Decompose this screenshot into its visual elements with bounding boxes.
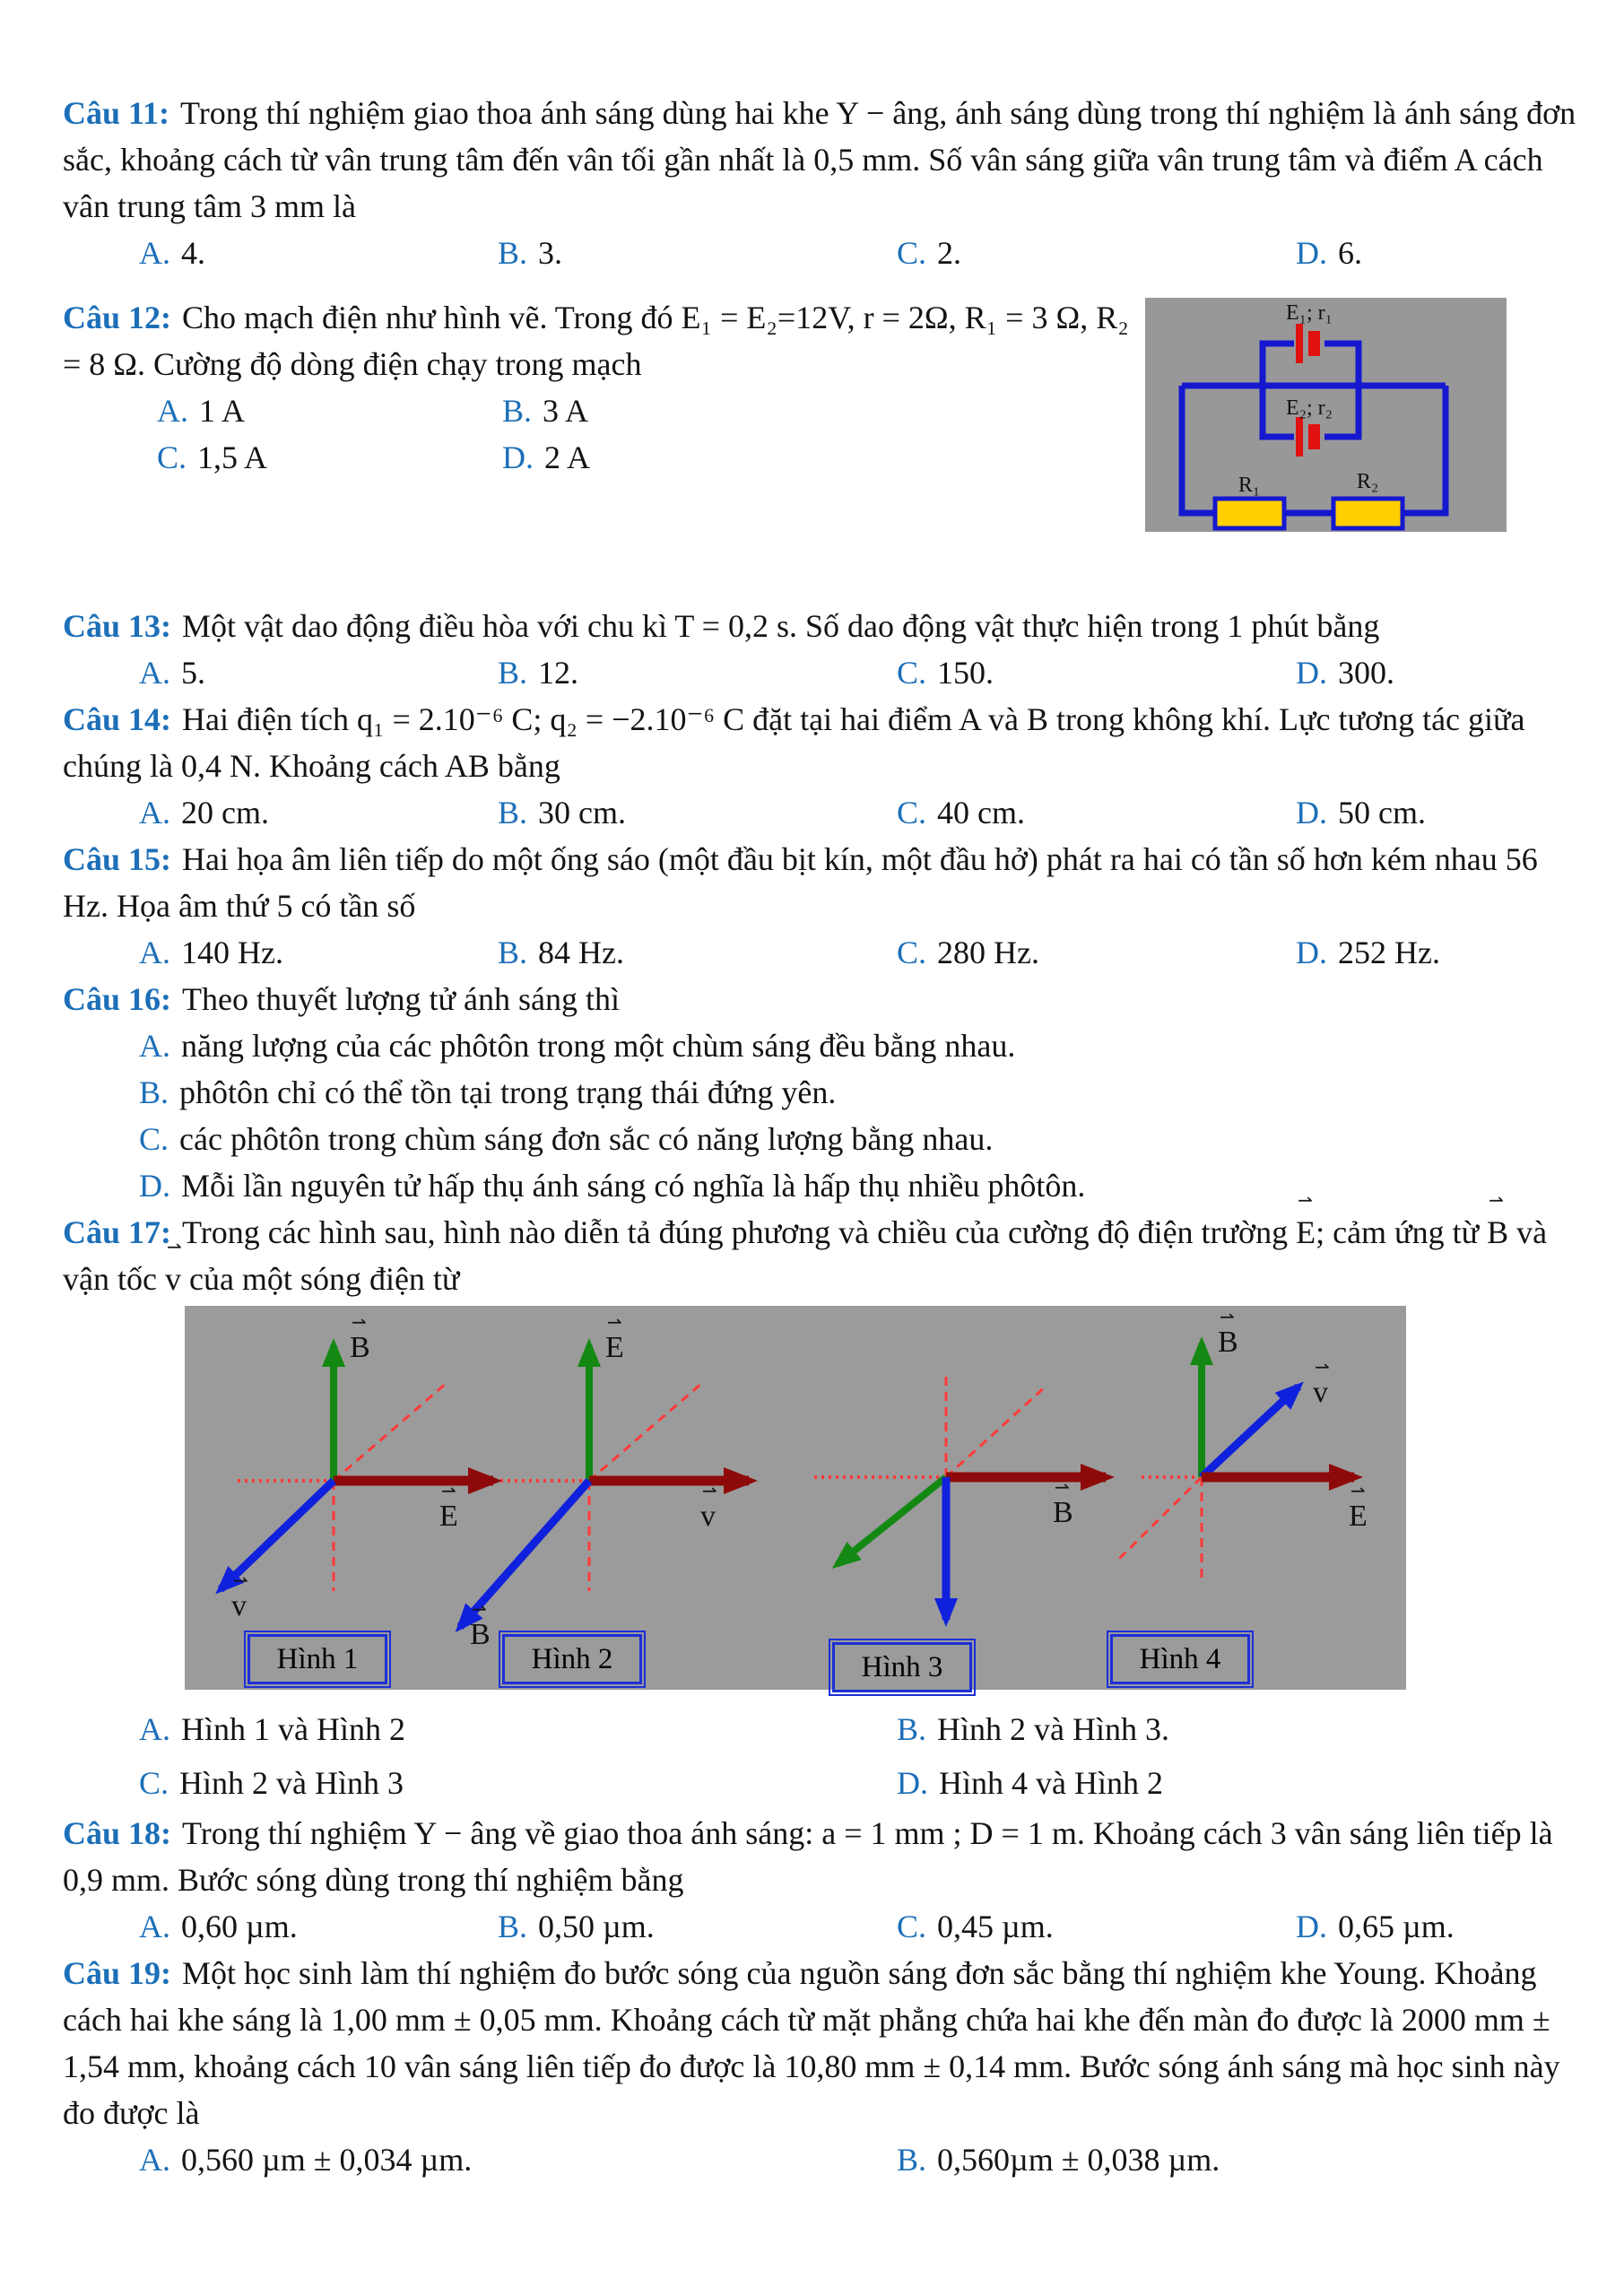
option-c — [897, 230, 961, 276]
battery-1-short-bar — [1308, 331, 1320, 356]
question-18-body: Trong thí nghiệm Y − âng về giao thoa ánh sáng: a = 1 mm ; D = 1 m. Khoảng cách 3 vân sáng liên tiếp là 0,9 mm. Bước sóng dùng trong thí nghiệm bằng — [63, 1815, 1553, 1898]
option-b — [63, 1069, 1584, 1116]
option-a — [139, 929, 283, 976]
vector-arrow-icon: ⇀ — [1350, 1480, 1366, 1501]
question-14-label: Câu 14: — [63, 701, 172, 737]
option-b — [897, 2136, 1220, 2183]
option-d-letter: D. — [502, 439, 534, 475]
option-c — [897, 649, 994, 696]
option-d — [1296, 789, 1426, 836]
option-a — [63, 1022, 1584, 1069]
hinh4-diag-vector-label: ⇀ v — [1313, 1356, 1330, 1409]
option-b-value: 0,50 µm. — [538, 1909, 655, 1944]
option-a-value: 20 cm. — [181, 795, 269, 831]
question-15 — [63, 836, 1584, 976]
option-d — [1296, 230, 1362, 276]
option-a-value: 0,560 µm ± 0,034 µm. — [181, 2142, 473, 2178]
vector-arrow-icon: ⇀ — [472, 1598, 487, 1620]
option-a-value: 0,60 µm. — [181, 1909, 298, 1944]
option-b-letter: B. — [498, 655, 528, 691]
option-d — [1296, 929, 1440, 976]
hinh1-right-vector-label: ⇀ E — [439, 1480, 458, 1533]
option-c — [897, 789, 1025, 836]
option-c-letter: C. — [139, 1121, 169, 1157]
option-d-letter: D. — [1296, 1909, 1327, 1944]
option-d — [502, 434, 590, 481]
option-d-value: 6. — [1338, 235, 1362, 271]
question-19-options — [63, 2136, 1584, 2183]
option-b — [498, 1903, 655, 1950]
e2-label: E₂; r₂ — [1285, 396, 1333, 420]
option-b-letter: B. — [139, 1074, 169, 1110]
hinh2-right-vector-label: ⇀ v — [700, 1480, 717, 1533]
option-b — [498, 230, 562, 276]
circuit-svg — [1145, 298, 1507, 532]
question-19-body: Một học sinh làm thí nghiệm đo bước sóng của nguồn sáng đơn sắc bằng thí nghiệm khe Young. Khoảng cách hai khe sáng là 1,00 mm ± 0,05 mm. Khoảng cách từ mặt phẳng chứa hai khe đến màn đo được là 2000 mm ± 1,54 mm, khoảng cách 10 vân sáng liên tiếp đo được là 10,80 mm ± 0,14 mm. Bước sóng ánh sáng mà học sinh này đo được là — [63, 1955, 1560, 2131]
battery-2-short-bar — [1308, 424, 1320, 449]
hinh3-right-vector-label: ⇀ B — [1053, 1476, 1073, 1529]
option-a — [139, 1903, 298, 1950]
option-a — [139, 2136, 472, 2183]
option-a-value: năng lượng của các phôtôn trong một chùm sáng đều bằng nhau. — [181, 1028, 1016, 1064]
option-a — [139, 1702, 405, 1756]
question-17-label: Câu 17: — [63, 1214, 172, 1250]
question-16 — [63, 976, 1584, 1209]
option-c-letter: C. — [897, 1909, 927, 1944]
vector-v-letter: v — [164, 1261, 181, 1297]
option-c — [897, 929, 1039, 976]
battery-1-long-bar — [1296, 324, 1303, 363]
hinh-4-caption: Hình 4 — [1110, 1634, 1250, 1684]
option-a-letter: A. — [157, 393, 188, 429]
option-c — [157, 434, 267, 481]
question-17-options-row-1 — [63, 1702, 1584, 1756]
question-18 — [63, 1810, 1584, 1950]
option-c-value: 1,5 A — [197, 439, 268, 475]
option-c-letter: C. — [157, 439, 187, 475]
option-c-letter: C. — [897, 235, 927, 271]
hinh-4-arrows — [1202, 1344, 1354, 1477]
option-a-letter: A. — [139, 655, 170, 691]
question-11-body: Trong thí nghiệm giao thoa ánh sáng dùng hai khe Y − âng, ánh sáng dùng trong thí nghiệm là ánh sáng đơn sắc, khoảng cách từ vân trung tâm đến vân tối gần nhất là 0,5 mm. Số vân sáng giữa vân trung tâm và điểm A cách vân trung tâm 3 mm là — [63, 95, 1576, 224]
question-17-text — [63, 1189, 1584, 1302]
hinh2-up-vector-label: ⇀ E — [605, 1311, 624, 1364]
vector-E — [1296, 1189, 1316, 1256]
battery-2-long-bar — [1296, 417, 1303, 457]
option-b-value: 3 A — [543, 393, 589, 429]
option-b-letter: B. — [498, 935, 528, 970]
option-c-value: Hình 2 và Hình 3 — [179, 1765, 404, 1801]
vector-B — [1487, 1189, 1509, 1256]
question-18-text — [63, 1810, 1584, 1903]
option-c-letter: C. — [897, 935, 927, 970]
question-19-label: Câu 19: — [63, 1955, 172, 1991]
option-b-value: Hình 2 và Hình 3. — [937, 1711, 1169, 1747]
option-b-value: 3. — [538, 235, 563, 271]
option-b — [897, 1702, 1169, 1756]
question-17-options-row-2 — [63, 1756, 1584, 1810]
option-a — [139, 789, 269, 836]
option-b-value: 12. — [538, 655, 579, 691]
option-c-value: 150. — [937, 655, 994, 691]
option-a-value: 140 Hz. — [181, 935, 283, 970]
vector-E-letter: E — [1296, 1214, 1316, 1250]
option-d — [63, 1162, 1584, 1209]
option-a-letter: A. — [139, 235, 170, 271]
vector-arrow-icon: ⇀ — [1298, 1189, 1313, 1211]
option-d-value: 50 cm. — [1338, 795, 1426, 831]
option-d-value: Hình 4 và Hình 2 — [939, 1765, 1163, 1801]
hinh-1-arrows — [221, 1345, 493, 1589]
question-14-options — [63, 789, 1584, 836]
option-b-letter: B. — [897, 2142, 927, 2178]
hinh4-right-vector-label: ⇀ E — [1349, 1480, 1368, 1533]
question-16-text — [63, 976, 1584, 1022]
question-19 — [63, 1950, 1584, 2183]
option-c-value: 2. — [937, 235, 962, 271]
option-c-value: 280 Hz. — [937, 935, 1039, 970]
hinh1-up-vector-label: ⇀ B — [350, 1311, 370, 1364]
option-c-value: các phôtôn trong chùm sáng đơn sắc có năng lượng bằng nhau. — [179, 1121, 994, 1157]
option-b-letter: B. — [502, 393, 533, 429]
question-12 — [63, 294, 1584, 497]
vector-arrow-icon: ⇀ — [607, 1311, 622, 1333]
vector-v — [164, 1236, 182, 1302]
option-d-value: 300. — [1338, 655, 1394, 691]
vector-B-letter: B — [1487, 1214, 1509, 1250]
vector-arrow-icon: ⇀ — [352, 1311, 367, 1333]
e1-label: E₁; r₁ — [1285, 301, 1333, 325]
option-d-letter: D. — [1296, 935, 1327, 970]
question-11 — [63, 90, 1584, 276]
vector-arrow-icon: ⇀ — [233, 1570, 248, 1591]
question-17-options — [63, 1702, 1584, 1810]
option-b-value: 0,560µm ± 0,038 µm. — [937, 2142, 1220, 2178]
question-18-options — [63, 1903, 1584, 1950]
option-a — [139, 649, 205, 696]
option-b-letter: B. — [897, 1711, 927, 1747]
option-d-letter: D. — [139, 1168, 170, 1204]
option-a-letter: A. — [139, 1028, 170, 1064]
vector-arrow-icon: ⇀ — [702, 1480, 717, 1501]
question-19-text — [63, 1950, 1584, 2136]
vector-arrow-icon: ⇀ — [441, 1480, 456, 1501]
question-13 — [63, 603, 1584, 696]
hinh4-up-vector-label: ⇀ B — [1218, 1306, 1238, 1359]
resistor-r1 — [1215, 499, 1284, 528]
option-d-value: 0,65 µm. — [1338, 1909, 1455, 1944]
question-15-label: Câu 15: — [63, 841, 172, 877]
option-c — [63, 1116, 1584, 1162]
option-c-letter: C. — [897, 795, 927, 831]
option-d-value: 2 A — [544, 439, 591, 475]
option-a-value: Hình 1 và Hình 2 — [181, 1711, 405, 1747]
question-13-label: Câu 13: — [63, 608, 172, 644]
option-b — [498, 789, 626, 836]
option-d-letter: D. — [1296, 655, 1327, 691]
question-14-text — [63, 696, 1584, 789]
vector-arrow-icon: ⇀ — [166, 1236, 182, 1257]
option-c-letter: C. — [897, 655, 927, 691]
hinh2-diag-vector-label: ⇀ B — [470, 1598, 491, 1651]
question-16-body: Theo thuyết lượng tử ánh sáng thì — [182, 981, 621, 1017]
option-a — [139, 230, 205, 276]
option-b-value: 30 cm. — [538, 795, 626, 831]
option-b — [498, 929, 624, 976]
question-13-body: Một vật dao động điều hòa với chu kì T = 0,2 s. Số dao động vật thực hiện trong 1 phút bằng — [182, 608, 1380, 644]
option-b-letter: B. — [498, 235, 528, 271]
option-a-value: 5. — [181, 655, 205, 691]
option-b — [498, 649, 578, 696]
question-15-text — [63, 836, 1584, 929]
option-a-letter: A. — [139, 2142, 170, 2178]
option-a-letter: A. — [139, 1909, 170, 1944]
hinh-2-caption: Hình 2 — [502, 1634, 642, 1684]
option-b-letter: B. — [498, 1909, 528, 1944]
question-17-body-4: của một sóng điện từ — [180, 1261, 460, 1297]
option-b-value: phôtôn chỉ có thể tồn tại trong trạng thái đứng yên. — [179, 1074, 837, 1110]
hinh-1-caption: Hình 1 — [248, 1634, 387, 1684]
option-a-value: 4. — [181, 235, 205, 271]
option-c-value: 40 cm. — [937, 795, 1025, 831]
vector-arrow-icon: ⇀ — [1220, 1306, 1235, 1327]
option-a-letter: A. — [139, 935, 170, 970]
question-18-label: Câu 18: — [63, 1815, 172, 1851]
option-b-letter: B. — [498, 795, 528, 831]
hinh1-diag-vector-label: ⇀ v — [231, 1570, 248, 1622]
option-d-letter: D. — [1296, 795, 1327, 831]
em-wave-figure — [185, 1306, 1406, 1690]
option-a-letter: A. — [139, 1711, 170, 1747]
question-12-body: Cho mạch điện như hình vẽ. Trong đó E₁ = E₂=12V, r = 2Ω, R₁ = 3 Ω, R₂ = 8 Ω. Cường độ dòng điện chạy trong mạch — [63, 300, 1129, 382]
option-d — [897, 1756, 1163, 1810]
circuit-diagram — [1145, 298, 1507, 532]
r2-label: R₂ — [1356, 470, 1379, 493]
option-a-value: 1 A — [199, 393, 246, 429]
vector-arrow-icon: ⇀ — [1315, 1356, 1330, 1378]
option-b-value: 84 Hz. — [538, 935, 624, 970]
question-14 — [63, 696, 1584, 836]
question-11-label: Câu 11: — [63, 95, 170, 131]
option-c — [139, 1756, 404, 1810]
hinh-3-caption: Hình 3 — [832, 1642, 972, 1692]
question-11-text — [63, 90, 1584, 230]
option-d-value: 252 Hz. — [1338, 935, 1440, 970]
option-a-letter: A. — [139, 795, 170, 831]
vector-arrow-icon: ⇀ — [1489, 1189, 1504, 1211]
option-c — [897, 1903, 1054, 1950]
option-a — [157, 387, 245, 434]
option-c-letter: C. — [139, 1765, 169, 1801]
option-b — [502, 387, 588, 434]
option-d-letter: D. — [1296, 235, 1327, 271]
question-13-options — [63, 649, 1584, 696]
question-11-options — [63, 230, 1584, 276]
question-17 — [63, 1189, 1584, 1810]
vector-arrow-icon: ⇀ — [1055, 1476, 1070, 1498]
question-17-body-1: Trong các hình sau, hình nào diễn tả đúng phương và chiều của cường độ điện trường — [182, 1214, 1297, 1250]
question-12-label: Câu 12: — [63, 300, 172, 335]
option-d-value: Mỗi lần nguyên tử hấp thụ ánh sáng có nghĩa là hấp thụ nhiều phôtôn. — [181, 1168, 1086, 1204]
question-17-body-3: và vận tốc — [63, 1214, 1548, 1297]
question-15-body: Hai họa âm liên tiếp do một ống sáo (một đầu bịt kín, một đầu hở) phát ra hai có tần số hơn kém nhau 56 Hz. Họa âm thứ 5 có tần số — [63, 841, 1538, 924]
option-d — [1296, 1903, 1455, 1950]
question-16-label: Câu 16: — [63, 981, 172, 1017]
question-15-options — [63, 929, 1584, 976]
r1-label: R₁ — [1238, 474, 1261, 497]
question-14-body: Hai điện tích q₁ = 2.10⁻⁶ C; q₂ = −2.10⁻⁶ C đặt tại hai điểm A và B trong không khí. Lực tương tác giữa chúng là 0,4 N. Khoảng cách AB bằng — [63, 701, 1525, 784]
option-d-letter: D. — [897, 1765, 928, 1801]
resistor-r2 — [1333, 499, 1403, 528]
option-d — [1296, 649, 1394, 696]
question-13-text — [63, 603, 1584, 649]
question-17-body-2: ; cảm ứng từ — [1316, 1214, 1488, 1250]
option-c-value: 0,45 µm. — [937, 1909, 1054, 1944]
